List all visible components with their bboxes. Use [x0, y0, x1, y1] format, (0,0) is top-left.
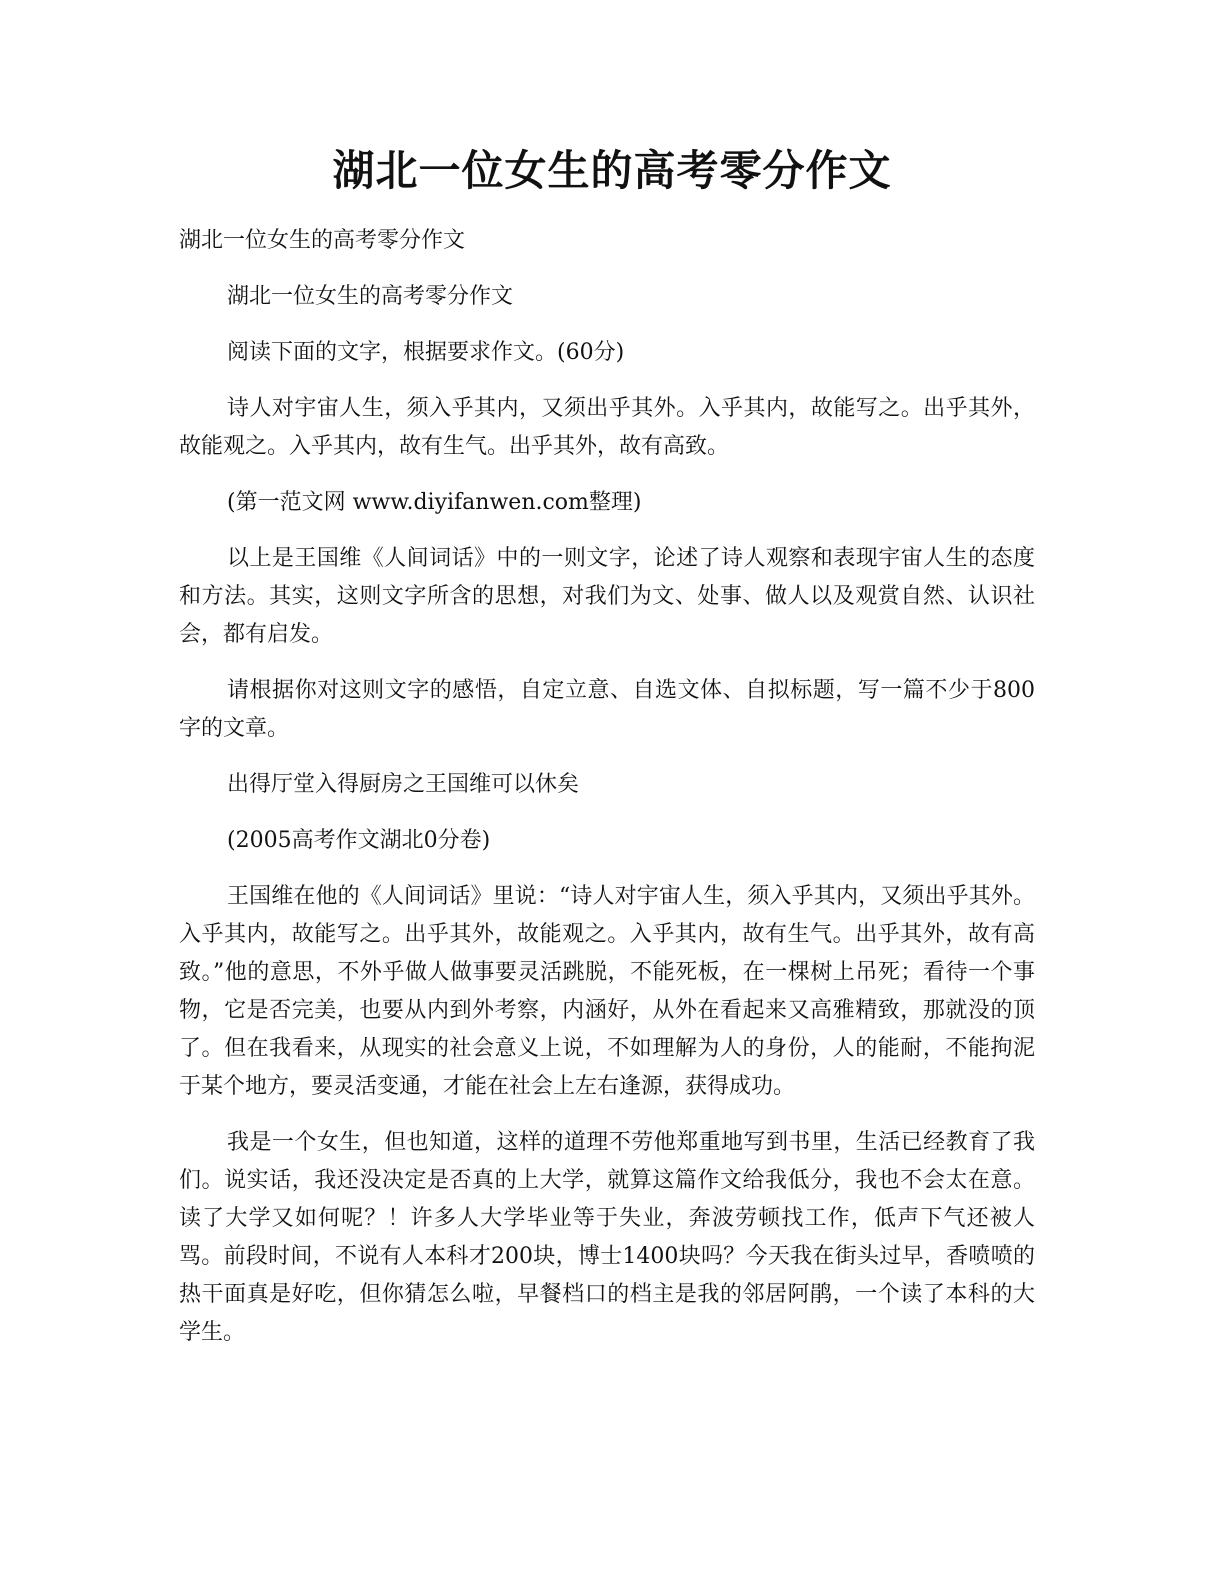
paragraph-explanation: 以上是王国维《人间词话》中的一则文字，论述了诗人观察和表现宇宙人生的态度和方法。其实，这则文字所含的思想，对我们为文、处事、做人以及观赏自然、认识社会，都有启发。	[179, 546, 1035, 647]
paragraph-heading: 湖北一位女生的高考零分作文	[179, 228, 466, 253]
paragraph-subheading: 湖北一位女生的高考零分作文	[227, 284, 514, 309]
paragraph-essay-body-2: 我是一个女生，但也知道，这样的道理不劳他郑重地写到书里，生活已经教育了我们。说实话，我还没决定是否真的上大学，就算这篇作文给我低分，我也不会太在意。读了大学又如何呢？！许多人大学毕业等于失业，奔波劳顿找工作，低声下气还被人骂。前段时间，不说有人本科才200块，博士1400块吗？今天我在街头过早，香喷喷的热干面真是好吃，但你猜怎么啦，早餐档口的档主是我的邻居阿鹃，一个读了本科的大学生。	[179, 1130, 1035, 1345]
paragraph-essay-note: (2005高考作文湖北0分卷)	[227, 828, 491, 853]
paragraph-essay-title: 出得厅堂入得厨房之王国维可以休矣	[227, 772, 580, 797]
paragraph-instruction: 阅读下面的文字，根据要求作文。(60分)	[227, 340, 625, 365]
paragraph-essay-body-1: 王国维在他的《人间词话》里说：“诗人对宇宙人生，须入乎其内，又须出乎其外。入乎其内，故能写之。出乎其外，故能观之。入乎其内，故有生气。出乎其外，故有高致。”他的意思，不外乎做人做事要灵活跳脱，不能死板，在一棵树上吊死；看待一个事物，它是否完美，也要从内到外考察，内涵好，从外在看起来又高雅精致，那就没的顶了。但在我看来，从现实的社会意义上说，不如理解为人的身份，人的能耐，不能拘泥于某个地方，要灵活变通，才能在社会上左右逢源，获得成功。	[179, 884, 1035, 1099]
document-body	[179, 222, 1035, 1370]
paragraph-requirement: 请根据你对这则文字的感悟，自定立意、自选文体、自拟标题，写一篇不少于800字的文章。	[179, 678, 1035, 741]
page-title: 湖北一位女生的高考零分作文	[332, 146, 892, 195]
paragraph-source-note: (第一范文网 www.diyifanwen.com整理)	[227, 490, 642, 515]
paragraph-quote: 诗人对宇宙人生，须入乎其内，又须出乎其外。入乎其内，故能写之。出乎其外，故能观之。入乎其内，故有生气。出乎其外，故有高致。	[179, 396, 1035, 459]
